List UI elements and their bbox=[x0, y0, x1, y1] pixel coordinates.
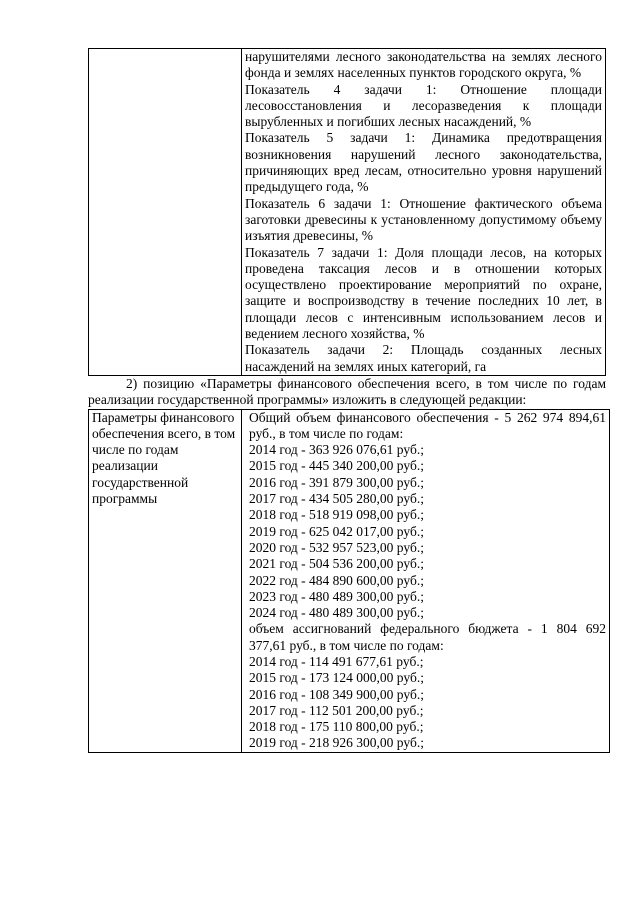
table-row bbox=[89, 409, 610, 752]
list-item: 2014 год - 363 926 076,61 руб.; bbox=[249, 442, 424, 458]
finance-label: Параметры финансового обеспечения всего, в том числе по годам реализации государственной программы bbox=[92, 409, 236, 507]
document-page bbox=[88, 48, 606, 753]
list-item: 2016 год - 391 879 300,00 руб.; bbox=[249, 474, 424, 490]
list-item: 2020 год - 532 957 523,00 руб.; bbox=[249, 539, 424, 555]
list-item: 2023 год - 480 489 300,00 руб.; bbox=[249, 588, 424, 604]
empty-left-cell bbox=[89, 49, 242, 376]
list-item: 2017 год - 434 505 280,00 руб.; bbox=[249, 491, 424, 507]
indicators-table bbox=[88, 48, 606, 376]
finance-table bbox=[88, 409, 610, 753]
total-years-list bbox=[249, 442, 606, 621]
list-item: 2015 год - 173 124 000,00 руб.; bbox=[249, 670, 424, 686]
list-item: 2022 год - 484 890 600,00 руб.; bbox=[249, 572, 424, 588]
list-item: 2021 год - 504 536 200,00 руб.; bbox=[249, 556, 424, 572]
list-item: 2018 год - 175 110 800,00 руб.; bbox=[249, 719, 424, 735]
indicator-text: Показатель 4 задачи 1: Отношение площади лесовосстановления и лесоразведения к площади вырубленных и погибших лесных насаждений, % bbox=[245, 81, 602, 130]
amendment-paragraph: 2) позицию «Параметры финансового обеспечения всего, в том числе по годам реализации государственной программы» изложить в следующей редакции: bbox=[88, 375, 606, 408]
indicators-cell bbox=[242, 49, 606, 376]
list-item: 2016 год - 108 349 900,00 руб.; bbox=[249, 686, 424, 702]
indicator-text: нарушителями лесного законодательства на землях лесного фонда и землях населенных пунктов городского округа, % bbox=[245, 49, 602, 81]
list-item: 2017 год - 112 501 200,00 руб.; bbox=[249, 702, 424, 718]
federal-volume-text: объем ассигнований федерального бюджета - 1 804 692 377,61 руб., в том числе по годам: bbox=[249, 621, 606, 653]
table-row bbox=[89, 49, 606, 376]
list-item: 2024 год - 480 489 300,00 руб.; bbox=[249, 605, 424, 621]
finance-label-cell bbox=[89, 409, 242, 752]
indicator-text: Показатель 7 задачи 1: Доля площади лесов, на которых проведена таксация лесов и в отношении которых осуществлено проектирование мероприятий по охране, защите и воспроизводству в течение последних 10 лет, в площади лесов с интенсивным использованием лесов и ведением лесного хозяйства, % bbox=[245, 244, 602, 342]
list-item: 2019 год - 218 926 300,00 руб.; bbox=[249, 735, 424, 751]
list-item: 2019 год - 625 042 017,00 руб.; bbox=[249, 523, 424, 539]
total-volume-text: Общий объем финансового обеспечения - 5 262 974 894,61 руб., в том числе по годам: bbox=[249, 409, 606, 441]
indicator-text: Показатель задачи 2: Площадь созданных лесных насаждений на землях иных категорий, га bbox=[245, 342, 602, 374]
indicator-text: Показатель 5 задачи 1: Динамика предотвращения возникновения нарушений лесного законодательства, причиняющих вред лесам, относительно уровня нарушений предыдущего года, % bbox=[245, 130, 602, 195]
list-item: 2018 год - 518 919 098,00 руб.; bbox=[249, 507, 424, 523]
federal-years-list bbox=[249, 654, 606, 752]
list-item: 2015 год - 445 340 200,00 руб.; bbox=[249, 458, 424, 474]
list-item: 2014 год - 114 491 677,61 руб.; bbox=[249, 653, 424, 669]
finance-values-cell bbox=[242, 409, 610, 752]
indicator-text: Показатель 6 задачи 1: Отношение фактического объема заготовки древесины к установленному допустимому объему изъятия древесины, % bbox=[245, 195, 602, 244]
